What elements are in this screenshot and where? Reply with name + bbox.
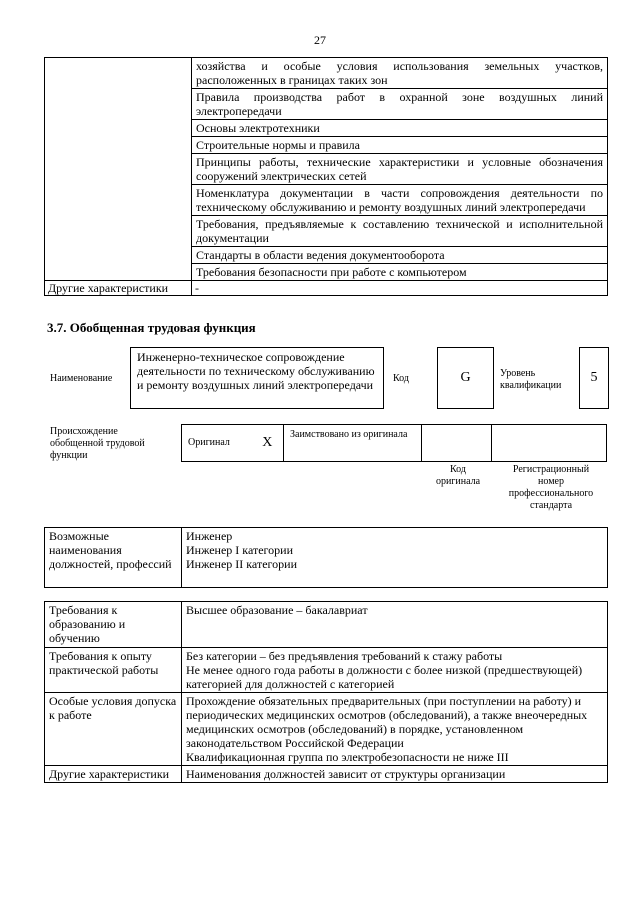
requirement-value	[182, 602, 608, 648]
knowledge-item: Требования, предъявляемые к составлению технической и исполнительной документации	[192, 216, 608, 247]
original-label: Оригинал	[182, 425, 252, 462]
position-line: Инженер II категории	[186, 557, 297, 571]
knowledge-item: Стандарты в области ведения документооборота	[192, 247, 608, 264]
requirement-label: Требования к опыту практической работы	[45, 648, 182, 693]
requirement-value	[182, 693, 608, 766]
table-row	[45, 602, 608, 648]
qualification-level-box: 5	[579, 347, 609, 409]
requirement-line: Не менее одного года работы в должности с более низкой (предшествующей) категорией для должностей с категорией	[186, 663, 583, 691]
other-characteristics-label: Другие характеристики	[45, 281, 192, 296]
table-cell-empty	[45, 58, 192, 281]
borrowed-label: Заимствовано из оригинала	[284, 425, 422, 462]
knowledge-table	[44, 57, 608, 296]
requirement-line: Высшее образование – бакалавриат	[186, 603, 368, 617]
knowledge-item: Правила производства работ в охранной зоне воздушных линий электропередачи	[192, 89, 608, 120]
requirement-value	[182, 766, 608, 783]
origin-table	[181, 424, 607, 462]
requirement-label: Требования к образованию и обучению	[45, 602, 182, 648]
code-original-label: Код оригинала	[435, 464, 481, 487]
reg-number-label: Регистрационный номер профессионального стандарта	[508, 464, 594, 511]
positions-table	[44, 527, 608, 588]
requirements-table	[44, 601, 608, 783]
name-label: Наименование	[50, 373, 113, 384]
requirement-line: Наименования должностей зависит от структуры организации	[186, 767, 506, 781]
knowledge-item: Основы электротехники	[192, 120, 608, 137]
table-row	[45, 693, 608, 766]
position-line: Инженер I категории	[186, 543, 293, 557]
code-label: Код	[393, 373, 409, 384]
requirement-label: Особые условия допуска к работе	[45, 693, 182, 766]
table-row	[45, 281, 608, 296]
table-row	[45, 766, 608, 783]
reg-number-cell	[492, 425, 607, 462]
requirement-line: Прохождение обязательных предварительных (при поступлении на работу) и периодических медицинских осмотров (обследований), а также внеочередных медицинских осмотров (обследований) в порядке, установленном законодательством Российской Федерации	[186, 694, 588, 750]
qualification-level-label: Уровень квалификации	[500, 368, 562, 391]
function-name-box: Инженерно-техническое сопровождение деятельности по техническому обслуживанию и ремонту воздушных линий электропередачи	[130, 347, 384, 409]
positions-value	[182, 528, 608, 588]
knowledge-item: Принципы работы, технические характеристики и условные обозначения сооружений электрических сетей	[192, 154, 608, 185]
page-number: 27	[314, 33, 326, 47]
position-line: Инженер	[186, 529, 233, 543]
table-row	[45, 648, 608, 693]
other-characteristics-value: -	[192, 281, 608, 296]
requirement-value	[182, 648, 608, 693]
requirement-line: Квалификационная группа по электробезопасности не ниже III	[186, 750, 509, 764]
origin-label: Происхождение обобщенной трудовой функции	[50, 426, 145, 461]
knowledge-item: Строительные нормы и правила	[192, 137, 608, 154]
requirement-line: Без категории – без предъявления требований к стажу работы	[186, 649, 503, 663]
positions-label: Возможные наименования должностей, профессий	[45, 528, 182, 588]
table-row	[45, 58, 608, 89]
code-original-cell	[422, 425, 492, 462]
function-code-box: G	[437, 347, 494, 409]
table-row	[182, 425, 607, 462]
original-mark: X	[252, 425, 284, 462]
knowledge-item: хозяйства и особые условия использования земельных участков, расположенных в границах таких зон	[192, 58, 608, 89]
requirement-label: Другие характеристики	[45, 766, 182, 783]
section-title: 3.7. Обобщенная трудовая функция	[47, 320, 256, 335]
knowledge-item: Требования безопасности при работе с компьютером	[192, 264, 608, 281]
knowledge-item: Номенклатура документации в части сопровождения деятельности по техническому обслуживанию и ремонту воздушных линий электропередачи	[192, 185, 608, 216]
table-row	[45, 528, 608, 588]
